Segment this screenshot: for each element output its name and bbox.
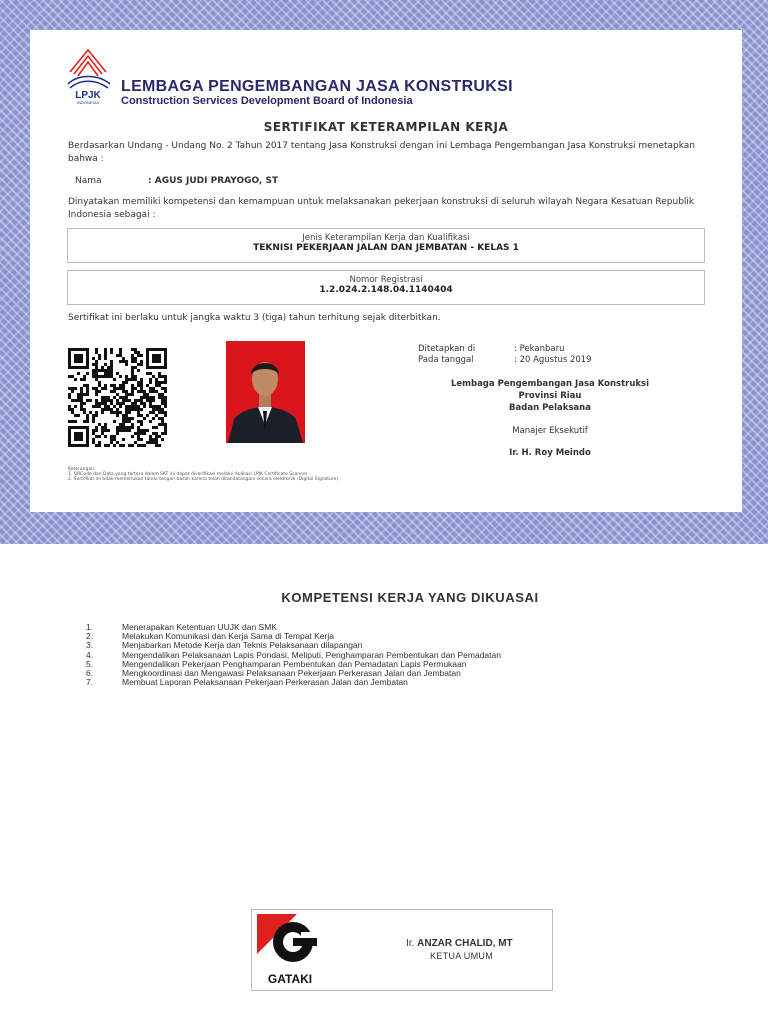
name-label: Nama — [75, 176, 102, 186]
chairman-name-text: ANZAR CHALID, MT — [417, 938, 513, 949]
competencies-title: KOMPETENSI KERJA YANG DIKUASAI — [281, 590, 539, 605]
competency-number: 2. — [86, 631, 94, 642]
competency-number: 4. — [86, 649, 94, 660]
competency-number: 6. — [86, 667, 94, 678]
declaration-text: Dinyatakan memiliki kompetensi dan kemampuan untuk melaksanakan pekerjaan konstruksi di seluruh wilayah Negara Kesatuan Republik Indonesia sebagai : — [68, 197, 695, 220]
note-1: 1. QRCode dan Data yang tertera dalam SKT ini dapat diverifikasi melalui Aplikasi LPJK Certificate Scanner — [68, 472, 308, 477]
competency-text: Menerapakan Ketentuan UUJK dan SMK — [122, 622, 277, 632]
issue-date-label: Pada tanggal — [418, 355, 474, 365]
qualification-value: TEKNISI PEKERJAAN JALAN DAN JEMBATAN - KELAS 1 — [253, 243, 519, 253]
issue-place-label: Ditetapkan di — [418, 344, 476, 354]
competency-text: Menjabarkan Metode Kerja dan Teknis Pelaksanaan dilapangan — [122, 640, 363, 651]
chairman-role: KETUA UMUM — [430, 951, 494, 961]
issuer-line-1: Lembaga Pengembangan Jasa Konstruksi — [450, 379, 650, 389]
gataki-logo — [257, 914, 323, 986]
competency-text: Mengkoordinasi dan Mengawasi Pelaksanaan Pekerjaan Perkerasan Jalan dan Jembatan — [122, 667, 461, 678]
issue-date-value: : 20 Agustus 2019 — [514, 355, 592, 365]
profile-photo — [226, 341, 305, 443]
certificate-title: SERTIFIKAT KETERAMPILAN KERJA — [263, 120, 509, 134]
org-name: LEMBAGA PENGEMBANGAN JASA KONSTRUKSI — [121, 78, 513, 95]
logo-text: LPJK — [75, 90, 101, 101]
association-signature-box — [251, 909, 553, 991]
issuer-line-3: Badan Pelaksana — [509, 403, 591, 413]
issue-place — [418, 344, 564, 354]
competency-number: 1. — [86, 622, 94, 632]
competency-item — [86, 678, 501, 687]
issue-date — [418, 355, 592, 365]
certificate-notes — [68, 467, 338, 482]
registration-box — [67, 270, 705, 305]
signer-name: Ir. H. Roy Meindo — [509, 448, 591, 458]
lpjk-logo — [64, 44, 112, 106]
competency-text: Mengendalikan Pelaksanaan Lapis Pondasi, Meliputi, Penghamparan Pembentukan dan Pemadatan — [122, 649, 501, 660]
qr-code — [68, 348, 167, 447]
competencies-list — [86, 623, 501, 687]
competency-number: 5. — [86, 658, 94, 669]
chairman-name — [406, 938, 513, 949]
competency-text: Melakukan Komunikasi dan Kerja Sama di Tempat Kerja — [122, 631, 334, 642]
logo-country: INDONESIA — [76, 100, 100, 105]
registration-label: Nomor Registrasi — [349, 275, 423, 285]
org-subtitle: Construction Services Development Board of Indonesia — [121, 95, 413, 107]
name-value: : AGUS JUDI PRAYOGO, ST — [148, 176, 279, 186]
gataki-logo-text: GATAKI — [267, 972, 313, 986]
registration-number: 1.2.024.2.148.04.1140404 — [319, 285, 453, 295]
competency-number: 7. — [86, 677, 94, 688]
notes-title: Keterangan: — [68, 467, 96, 472]
intro-text: Berdasarkan Undang - Undang No. 2 Tahun 2017 tentang Jasa Konstruksi dengan ini Lembaga Pengembangan Jasa Konstruksi menetapkan bahwa : — [68, 141, 695, 164]
issue-place-value: : Pekanbaru — [514, 344, 565, 354]
qualification-label: Jenis Keterampilan Kerja dan Kualifikasi — [302, 233, 470, 243]
chairman-prefix: Ir. — [406, 938, 418, 949]
validity-text: Sertifikat ini berlaku untuk jangka waktu 3 (tiga) tahun terhitung sejak diterbitkan. — [68, 313, 441, 323]
issuer-line-2: Provinsi Riau — [518, 391, 582, 401]
competency-text: Mengendalikan Pekerjaan Penghamparan Pembentukan dan Pemadatan Lapis Permukaan — [122, 658, 467, 669]
competency-text: Membuat Laporan Pelaksanaan Pekerjaan Perkerasan Jalan dan Jembatan — [122, 677, 408, 688]
note-2: 2. Sertifikat ini tidak memerlukan tanda tangan basah karena telah ditandatangani secara elektronik (Digital Signature) — [68, 477, 339, 482]
competency-number: 3. — [86, 640, 94, 651]
signer-role: Manajer Eksekutif — [512, 426, 588, 436]
certificate-body — [30, 30, 742, 512]
qualification-box — [67, 228, 705, 263]
